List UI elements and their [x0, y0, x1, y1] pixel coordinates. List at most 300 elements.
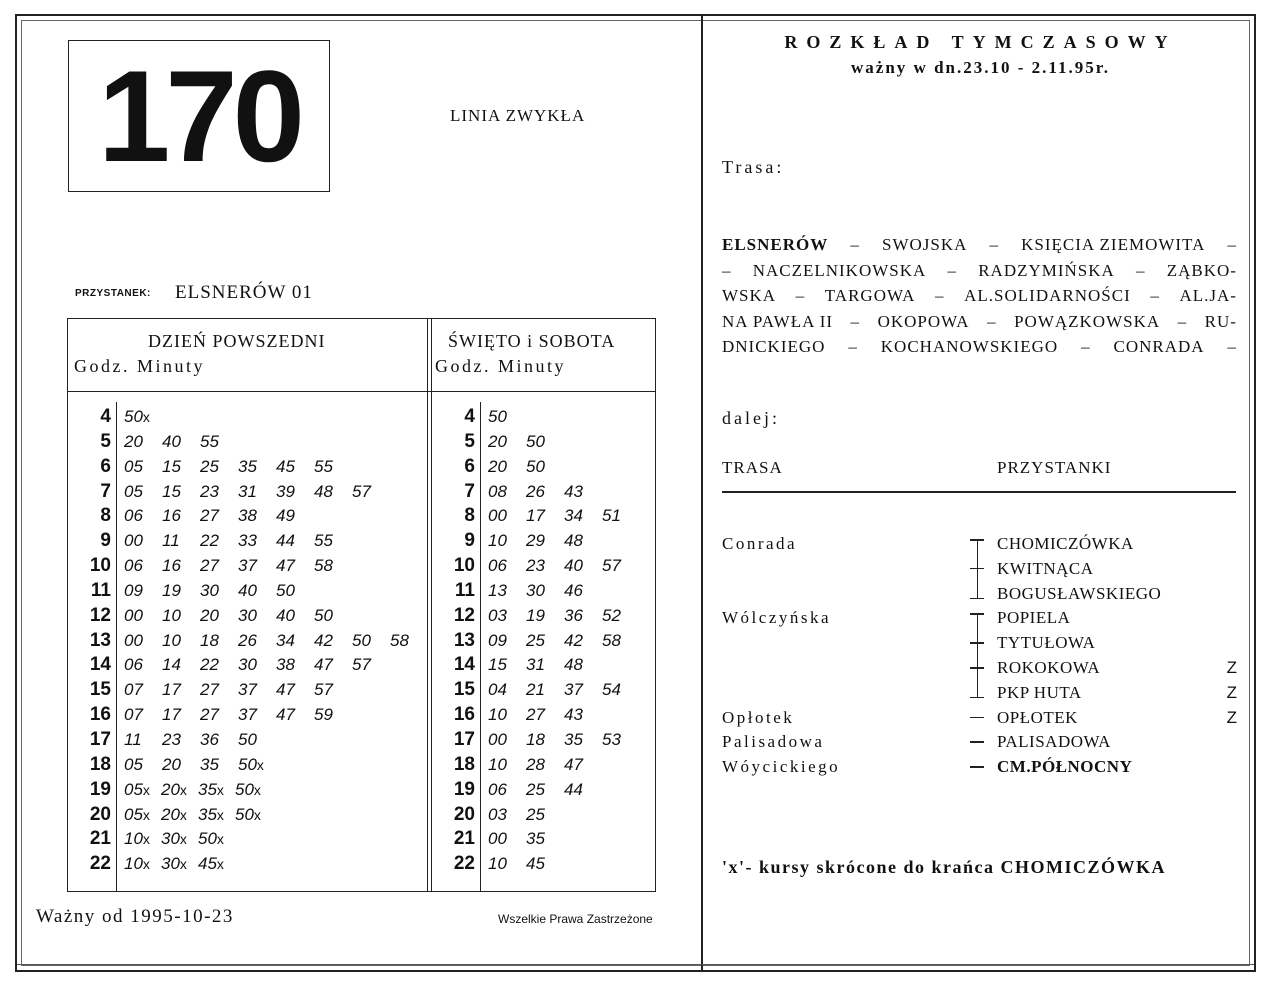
hour-cell: 13: [453, 629, 475, 651]
schedule-row: [432, 628, 654, 653]
departure-minute: 07: [124, 680, 143, 700]
departure-minute: 59: [314, 705, 333, 725]
route-segment: –: [1227, 337, 1237, 356]
schedule-row: [432, 404, 654, 429]
minutes-cell: [488, 578, 602, 603]
departure-minute: 35x: [198, 804, 224, 824]
minutes-cell: [124, 603, 352, 628]
departure-minute: 22: [200, 655, 219, 675]
departure-minute: 40: [238, 580, 257, 600]
minutes-cell: [488, 826, 564, 851]
hour-cell: 4: [100, 406, 111, 427]
marker-bar: [977, 655, 978, 680]
departure-minute: 43: [564, 705, 583, 725]
hour-cell: 11: [454, 579, 475, 601]
minutes-cell: [124, 777, 272, 803]
departure-minute: 25: [526, 630, 545, 650]
hour-cell: 22: [453, 853, 475, 875]
holiday-schedule: [432, 404, 654, 876]
departure-minute: 08: [488, 481, 507, 501]
departure-minute: 44: [276, 531, 295, 551]
schedule-row: [432, 652, 654, 677]
schedule-row: [432, 752, 654, 777]
hour-cell: 8: [464, 505, 475, 527]
departure-minute: 16: [162, 506, 181, 526]
schedule-row: [432, 528, 654, 553]
departure-minute: 31: [238, 481, 257, 501]
departure-minute: 00: [124, 605, 143, 625]
marker-bar: [977, 581, 978, 598]
stop-marker: [722, 705, 752, 730]
schedule-row: [432, 727, 654, 752]
marker-bar: [977, 539, 978, 556]
route-segment: –: [1227, 235, 1237, 254]
schedule-row: [68, 479, 423, 504]
hour-cell: 8: [100, 505, 111, 527]
minutes-cell: [124, 528, 352, 553]
stop-row: [722, 655, 1237, 680]
route-segment: –: [935, 286, 945, 305]
schedule-row: [432, 503, 654, 528]
minutes-cell: [488, 429, 564, 454]
departure-minute: 06: [488, 556, 507, 576]
hour-cell: 19: [89, 778, 111, 800]
departure-minute: 15: [162, 481, 181, 501]
departure-minute: 20x: [161, 804, 187, 824]
hour-cell: 21: [453, 828, 475, 850]
stop-row: [722, 556, 1237, 581]
route-line: [722, 258, 1237, 284]
departure-minute: 05: [124, 481, 143, 501]
departure-minute: 55: [314, 531, 333, 551]
line-number: 170: [98, 43, 300, 189]
schedule-row: [68, 826, 423, 851]
minutes-cell: [124, 802, 272, 828]
minutes-cell: [124, 429, 238, 454]
street-name: Palisadowa: [722, 732, 825, 752]
route-description: [722, 232, 1237, 360]
departure-minute: 05: [124, 456, 143, 476]
minutes-cell: [488, 702, 602, 727]
departure-minute: 50x: [235, 804, 261, 824]
bottom-rule: [17, 964, 1254, 965]
departure-minute: 47: [276, 556, 295, 576]
departure-minute: 37: [238, 680, 257, 700]
departure-minute: 25: [526, 804, 545, 824]
route-segment: –: [795, 286, 806, 305]
departure-minute: 30x: [161, 829, 187, 849]
route-line: [722, 283, 1237, 309]
departure-minute: 34: [276, 630, 295, 650]
departure-minute: 26: [238, 630, 257, 650]
minutes-cell: [488, 802, 564, 827]
departure-minute: 27: [200, 680, 219, 700]
departure-minute: 57: [314, 680, 333, 700]
departure-minute: 40: [276, 605, 295, 625]
departure-minute: 44: [564, 779, 583, 799]
departure-minute: 27: [526, 705, 545, 725]
minutes-cell: [124, 752, 275, 778]
departure-minute: 48: [564, 531, 583, 551]
departure-minute: 52: [602, 605, 621, 625]
schedule-row: [68, 603, 423, 628]
stop-row: [722, 680, 1237, 705]
holiday-title: ŚWIĘTO i SOBOTA: [448, 331, 616, 351]
departure-minute: 20: [488, 456, 507, 476]
hour-cell: 17: [89, 728, 111, 750]
stop-name-item: CHOMICZÓWKA: [997, 534, 1134, 553]
hour-cell: 7: [464, 480, 475, 502]
stop-label: PRZYSTANEK:: [75, 288, 151, 299]
departure-minute: 19: [526, 605, 545, 625]
route-segment: DNICKIEGO: [722, 337, 826, 356]
departure-minute: 45: [276, 456, 295, 476]
hour-cell: 17: [453, 728, 475, 750]
departure-minute: 38: [276, 655, 295, 675]
minutes-cell: [488, 628, 640, 653]
minutes-cell: [488, 528, 602, 553]
rights-notice: Wszelkie Prawa Zastrzeżone: [498, 912, 653, 926]
schedule-row: [68, 702, 423, 727]
schedule-row: [68, 777, 423, 802]
hour-cell: 12: [89, 604, 111, 626]
route-segment: OKOPOWA: [877, 311, 970, 331]
departure-minute: 20: [200, 605, 219, 625]
departure-minute: 50: [526, 456, 545, 476]
departure-minute: 58: [314, 556, 333, 576]
departure-minute: 45x: [198, 854, 224, 874]
departure-minute: 27: [200, 506, 219, 526]
timetable-divider: [427, 319, 428, 891]
route-segment: WSKA: [722, 286, 777, 305]
hour-cell: 9: [100, 530, 111, 552]
hour-cell: 16: [453, 704, 475, 726]
minutes-cell: [488, 752, 602, 777]
schedule-row: [432, 677, 654, 702]
hour-cell: 20: [453, 803, 475, 825]
route-segment: –: [1081, 337, 1091, 356]
stop-name: ELSNERÓW 01: [175, 282, 313, 303]
departure-minute: 17: [526, 506, 545, 526]
departure-minute: 45: [526, 854, 545, 874]
minutes-cell: [488, 503, 640, 528]
route-column-header: TRASA: [722, 458, 783, 477]
departure-minute: 36: [564, 605, 583, 625]
departure-minute: 37: [564, 680, 583, 700]
stop-name-item: CM.PÓŁNOCNY: [997, 757, 1133, 777]
departure-minute: 20x: [161, 779, 187, 799]
marker-bar: [977, 613, 978, 630]
minutes-cell: [124, 578, 314, 603]
departure-minute: 31: [526, 655, 545, 675]
departure-minute: 43: [564, 481, 583, 501]
departure-minute: 06: [124, 655, 143, 675]
route-segment: SWOJSKA: [882, 235, 968, 254]
departure-minute: 27: [200, 705, 219, 725]
departure-minute: 42: [564, 630, 583, 650]
departure-minute: 23: [526, 556, 545, 576]
departure-minute: 29: [526, 531, 545, 551]
departure-minute: 47: [276, 705, 295, 725]
schedule-row: [432, 851, 654, 876]
departure-minute: 13: [488, 580, 507, 600]
departure-minute: 04: [488, 680, 507, 700]
stop-row: [722, 729, 1237, 754]
stop-marker: [722, 630, 752, 655]
departure-minute: 10x: [124, 829, 150, 849]
schedule-row: [68, 802, 423, 827]
route-segment: –: [1150, 286, 1160, 305]
departure-minute: 57: [602, 556, 621, 576]
departure-minute: 05: [124, 754, 143, 774]
minutes-cell: [488, 652, 602, 677]
departure-minute: 10: [488, 531, 507, 551]
schedule-row: [432, 479, 654, 504]
validity-period: ważny w dn.23.10 - 2.11.95r.: [851, 58, 1110, 77]
route-segment: RU-: [1204, 311, 1237, 331]
route-segment: TARGOWA: [824, 286, 916, 305]
stops-column-header: PRZYSTANKI: [997, 458, 1112, 477]
route-segment: RADZYMIŃSKA: [978, 260, 1115, 280]
route-label: Trasa:: [722, 157, 785, 177]
departure-minute: 33: [238, 531, 257, 551]
hour-cell: 15: [89, 679, 111, 701]
center-divider: [701, 15, 703, 971]
departure-minute: 51: [602, 506, 621, 526]
stop-row: [722, 531, 1237, 556]
route-line: [722, 232, 1237, 258]
departure-minute: 23: [200, 481, 219, 501]
street-name: Opłotek: [722, 707, 795, 727]
stop-marker: [722, 754, 752, 779]
departure-minute: 53: [602, 729, 621, 749]
hour-cell: 6: [464, 455, 475, 477]
marker-tick: [970, 598, 984, 600]
departure-minute: 38: [238, 506, 257, 526]
minutes-cell: [488, 677, 640, 702]
minutes-cell: [124, 479, 390, 504]
departure-minute: 03: [488, 605, 507, 625]
further-label: dalej:: [722, 408, 780, 428]
schedule-row: [68, 851, 423, 876]
schedule-row: [68, 652, 423, 677]
minutes-cell: [124, 727, 276, 752]
departure-minute: 50x: [235, 779, 261, 799]
stop-name-item: ROKOKOWA: [997, 658, 1101, 677]
departure-minute: 20: [488, 431, 507, 451]
departure-minute: 20: [124, 431, 143, 451]
schedule-row: [432, 826, 654, 851]
hour-cell: 20: [89, 803, 111, 825]
departure-minute: 21: [526, 680, 545, 700]
temporary-schedule-title: ROZKŁAD TYMCZASOWY: [784, 32, 1177, 52]
stop-name-item: BOGUSŁAWSKIEGO: [997, 583, 1162, 603]
minutes-cell: [488, 479, 602, 504]
schedule-row: [432, 777, 654, 802]
departure-minute: 22: [200, 531, 219, 551]
stop-marker: [722, 531, 752, 556]
departure-minute: 20: [162, 754, 181, 774]
departure-minute: 58: [602, 630, 621, 650]
departure-minute: 50: [488, 407, 507, 426]
hour-cell: 19: [453, 778, 475, 800]
departure-minute: 48: [564, 655, 583, 675]
hour-cell: 12: [453, 604, 475, 626]
departure-minute: 30: [238, 605, 257, 625]
route-segment: –: [989, 235, 1000, 254]
departure-minute: 27: [200, 556, 219, 576]
route-segment: –: [722, 260, 732, 280]
departure-minute: 40: [162, 431, 181, 451]
minutes-cell: [488, 454, 564, 479]
stop-name-item: PKP HUTA: [997, 682, 1082, 702]
route-segment: POWĄZKOWSKA: [1014, 311, 1161, 331]
stops-header-rule: [722, 491, 1236, 493]
departure-minute: 17: [162, 705, 181, 725]
departure-minute: 28: [526, 754, 545, 774]
schedule-row: [68, 429, 423, 454]
departure-minute: 50: [314, 605, 333, 625]
route-segment: CONRADA: [1113, 337, 1205, 356]
minutes-cell: [124, 503, 314, 528]
hour-cell: 9: [464, 530, 475, 552]
departure-minute: 39: [276, 481, 295, 501]
route-segment: –: [987, 311, 997, 331]
route-segment: –: [848, 337, 858, 356]
departure-minute: 00: [124, 531, 143, 551]
stop-row: [722, 605, 1237, 630]
hour-cell: 11: [90, 579, 111, 601]
stop-name-item: POPIELA: [997, 608, 1071, 628]
marker-tick: [970, 697, 984, 699]
route-segment: KSIĘCIA ZIEMOWITA: [1021, 235, 1206, 254]
departure-minute: 03: [488, 804, 507, 824]
departure-minute: 55: [200, 431, 219, 451]
stop-marker: [722, 605, 752, 630]
departure-minute: 30: [238, 655, 257, 675]
departure-minute: 36: [200, 729, 219, 749]
hour-cell: 5: [100, 430, 111, 452]
stop-name-item: TYTUŁOWA: [997, 633, 1096, 653]
weekday-schedule: [68, 404, 423, 876]
departure-minute: 10: [488, 705, 507, 725]
departure-minute: 35: [238, 456, 257, 476]
departure-minute: 15: [162, 456, 181, 476]
route-segment: AL.JA-: [1179, 286, 1237, 305]
departure-minute: 35: [564, 729, 583, 749]
marker-bar: [977, 556, 978, 581]
departure-minute: 19: [162, 580, 181, 600]
departure-minute: 46: [564, 580, 583, 600]
departure-minute: 34: [564, 506, 583, 526]
schedule-row: [432, 429, 654, 454]
stop-name-item: KWITNĄCA: [997, 558, 1094, 578]
departure-minute: 25: [200, 456, 219, 476]
marker-bar: [977, 630, 978, 655]
minutes-cell: [488, 404, 526, 429]
route-segment: –: [1136, 260, 1146, 280]
departure-minute: 15: [488, 655, 507, 675]
route-line: [722, 334, 1237, 360]
hour-cell: 15: [453, 679, 475, 701]
departure-minute: 00: [488, 829, 507, 849]
route-segment: KOCHANOWSKIEGO: [880, 337, 1059, 356]
short-course-flag: Z: [1226, 658, 1237, 677]
departure-minute: 05x: [124, 804, 150, 824]
departure-minute: 57: [352, 655, 371, 675]
stop-marker: [722, 655, 752, 680]
route-segment: –: [850, 311, 861, 331]
departure-minute: 50x: [124, 407, 150, 426]
departure-minute: 25: [526, 779, 545, 799]
hour-cell: 14: [453, 654, 475, 676]
departure-minute: 10x: [124, 854, 150, 874]
schedule-row: [432, 454, 654, 479]
hour-cell: 14: [89, 654, 111, 676]
route-segment: ELSNERÓW: [722, 235, 829, 254]
schedule-row: [432, 553, 654, 578]
departure-minute: 17: [162, 680, 181, 700]
minutes-cell: [124, 677, 352, 702]
departure-minute: 58: [390, 630, 409, 650]
minutes-cell: [124, 652, 390, 677]
departure-minute: 11: [162, 531, 180, 551]
short-course-note: 'x'- kursy skrócone do krańca CHOMICZÓWKA: [722, 857, 1167, 877]
departure-minute: 11: [124, 729, 142, 749]
hour-cell: 18: [89, 753, 111, 775]
departure-minute: 55: [314, 456, 333, 476]
departure-minute: 30: [526, 580, 545, 600]
departure-minute: 10: [162, 630, 181, 650]
weekday-subheader: Godz. Minuty: [74, 356, 205, 376]
schedule-row: [68, 503, 423, 528]
departure-minute: 30: [200, 580, 219, 600]
departure-minute: 50: [238, 729, 257, 749]
departure-minute: 50x: [198, 829, 224, 849]
departure-minute: 10: [488, 854, 507, 874]
minutes-cell: [488, 553, 640, 578]
route-segment: NA PAWŁA II: [722, 311, 834, 331]
schedule-row: [68, 404, 423, 429]
departure-minute: 35: [200, 754, 219, 774]
minutes-cell: [124, 404, 161, 430]
stop-marker: [722, 680, 752, 705]
route-segment: –: [947, 260, 957, 280]
departure-minute: 26: [526, 481, 545, 501]
hour-cell: 6: [100, 455, 111, 477]
stop-row: [722, 754, 1237, 779]
departure-minute: 10: [488, 754, 507, 774]
marker-dash: [970, 717, 984, 719]
departure-minute: 47: [276, 680, 295, 700]
departure-minute: 14: [162, 655, 181, 675]
departure-minute: 47: [314, 655, 333, 675]
line-type: LINIA ZWYKŁA: [450, 106, 586, 125]
schedule-row: [68, 628, 423, 653]
minutes-cell: [488, 603, 640, 628]
schedule-row: [68, 528, 423, 553]
departure-minute: 09: [488, 630, 507, 650]
departure-minute: 09: [124, 580, 143, 600]
schedule-row: [432, 802, 654, 827]
minutes-cell: [124, 826, 235, 852]
hour-cell: 10: [453, 555, 475, 577]
departure-minute: 57: [352, 481, 371, 501]
departure-minute: 06: [488, 779, 507, 799]
minutes-cell: [488, 777, 602, 802]
departure-minute: 35x: [198, 779, 224, 799]
departure-minute: 50: [526, 431, 545, 451]
